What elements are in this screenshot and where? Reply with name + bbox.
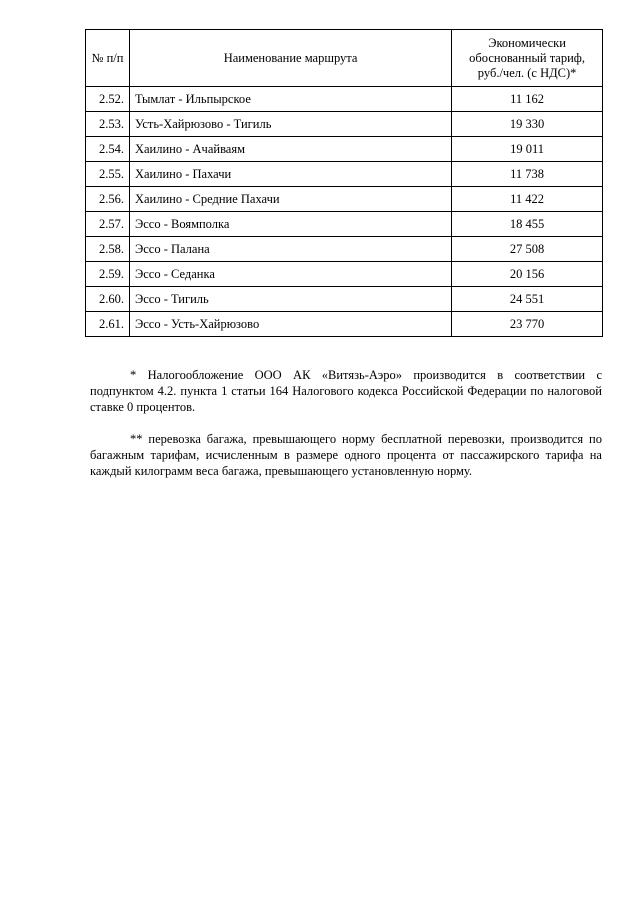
row-tariff: 23 770	[452, 312, 603, 337]
header-tariff	[452, 30, 603, 87]
row-route: Хаилино - Ачайваям	[129, 137, 451, 162]
row-route: Хаилино - Средние Пахачи	[129, 187, 451, 212]
footnote-baggage: ** перевозка багажа, превышающего норму бесплатной перевозки, производится по багажным тарифам, исчисленным в размере одного процента от пассажирского тарифа на каждый килограмм веса багажа, превышающего установленную норму.	[90, 432, 602, 478]
table-row	[86, 162, 603, 187]
row-route: Эссо - Тигиль	[129, 287, 451, 312]
header-number: № п/п	[86, 30, 130, 87]
header-tariff-line: обоснованный тариф,	[469, 50, 586, 65]
table-row	[86, 237, 603, 262]
table-header-row	[86, 30, 603, 87]
header-tariff-line: руб./чел. (с НДС)*	[477, 65, 577, 80]
tariff-table	[85, 29, 603, 337]
header-route: Наименование маршрута	[129, 30, 451, 87]
row-number: 2.61.	[86, 312, 130, 337]
row-tariff: 11 738	[452, 162, 603, 187]
row-route: Эссо - Седанка	[129, 262, 451, 287]
row-number: 2.54.	[86, 137, 130, 162]
row-tariff: 24 551	[452, 287, 603, 312]
row-tariff: 20 156	[452, 262, 603, 287]
row-route: Усть-Хайрюзово - Тигиль	[129, 112, 451, 137]
table-row	[86, 262, 603, 287]
table-row	[86, 287, 603, 312]
row-tariff: 11 422	[452, 187, 603, 212]
header-tariff-line: Экономически	[488, 35, 566, 50]
row-number: 2.55.	[86, 162, 130, 187]
table-row	[86, 112, 603, 137]
table-row	[86, 212, 603, 237]
footnotes	[90, 367, 602, 495]
row-number: 2.59.	[86, 262, 130, 287]
row-route: Эссо - Палана	[129, 237, 451, 262]
row-tariff: 19 011	[452, 137, 603, 162]
row-tariff: 18 455	[452, 212, 603, 237]
row-route: Тымлат - Ильпырское	[129, 87, 451, 112]
row-route: Хаилино - Пахачи	[129, 162, 451, 187]
footnote-vat: * Налогообложение ООО АК «Витязь-Аэро» производится в соответствии с подпунктом 4.2. пункта 1 статьи 164 Налогового кодекса Российской Федерации по налоговой ставке 0 процентов.	[90, 368, 602, 414]
row-number: 2.53.	[86, 112, 130, 137]
row-number: 2.57.	[86, 212, 130, 237]
table-row	[86, 137, 603, 162]
row-tariff: 27 508	[452, 237, 603, 262]
row-number: 2.56.	[86, 187, 130, 212]
row-route: Эссо - Воямполка	[129, 212, 451, 237]
row-tariff: 11 162	[452, 87, 603, 112]
row-route: Эссо - Усть-Хайрюзово	[129, 312, 451, 337]
row-number: 2.60.	[86, 287, 130, 312]
row-number: 2.58.	[86, 237, 130, 262]
row-tariff: 19 330	[452, 112, 603, 137]
table-row	[86, 87, 603, 112]
row-number: 2.52.	[86, 87, 130, 112]
table-row	[86, 187, 603, 212]
table-row	[86, 312, 603, 337]
